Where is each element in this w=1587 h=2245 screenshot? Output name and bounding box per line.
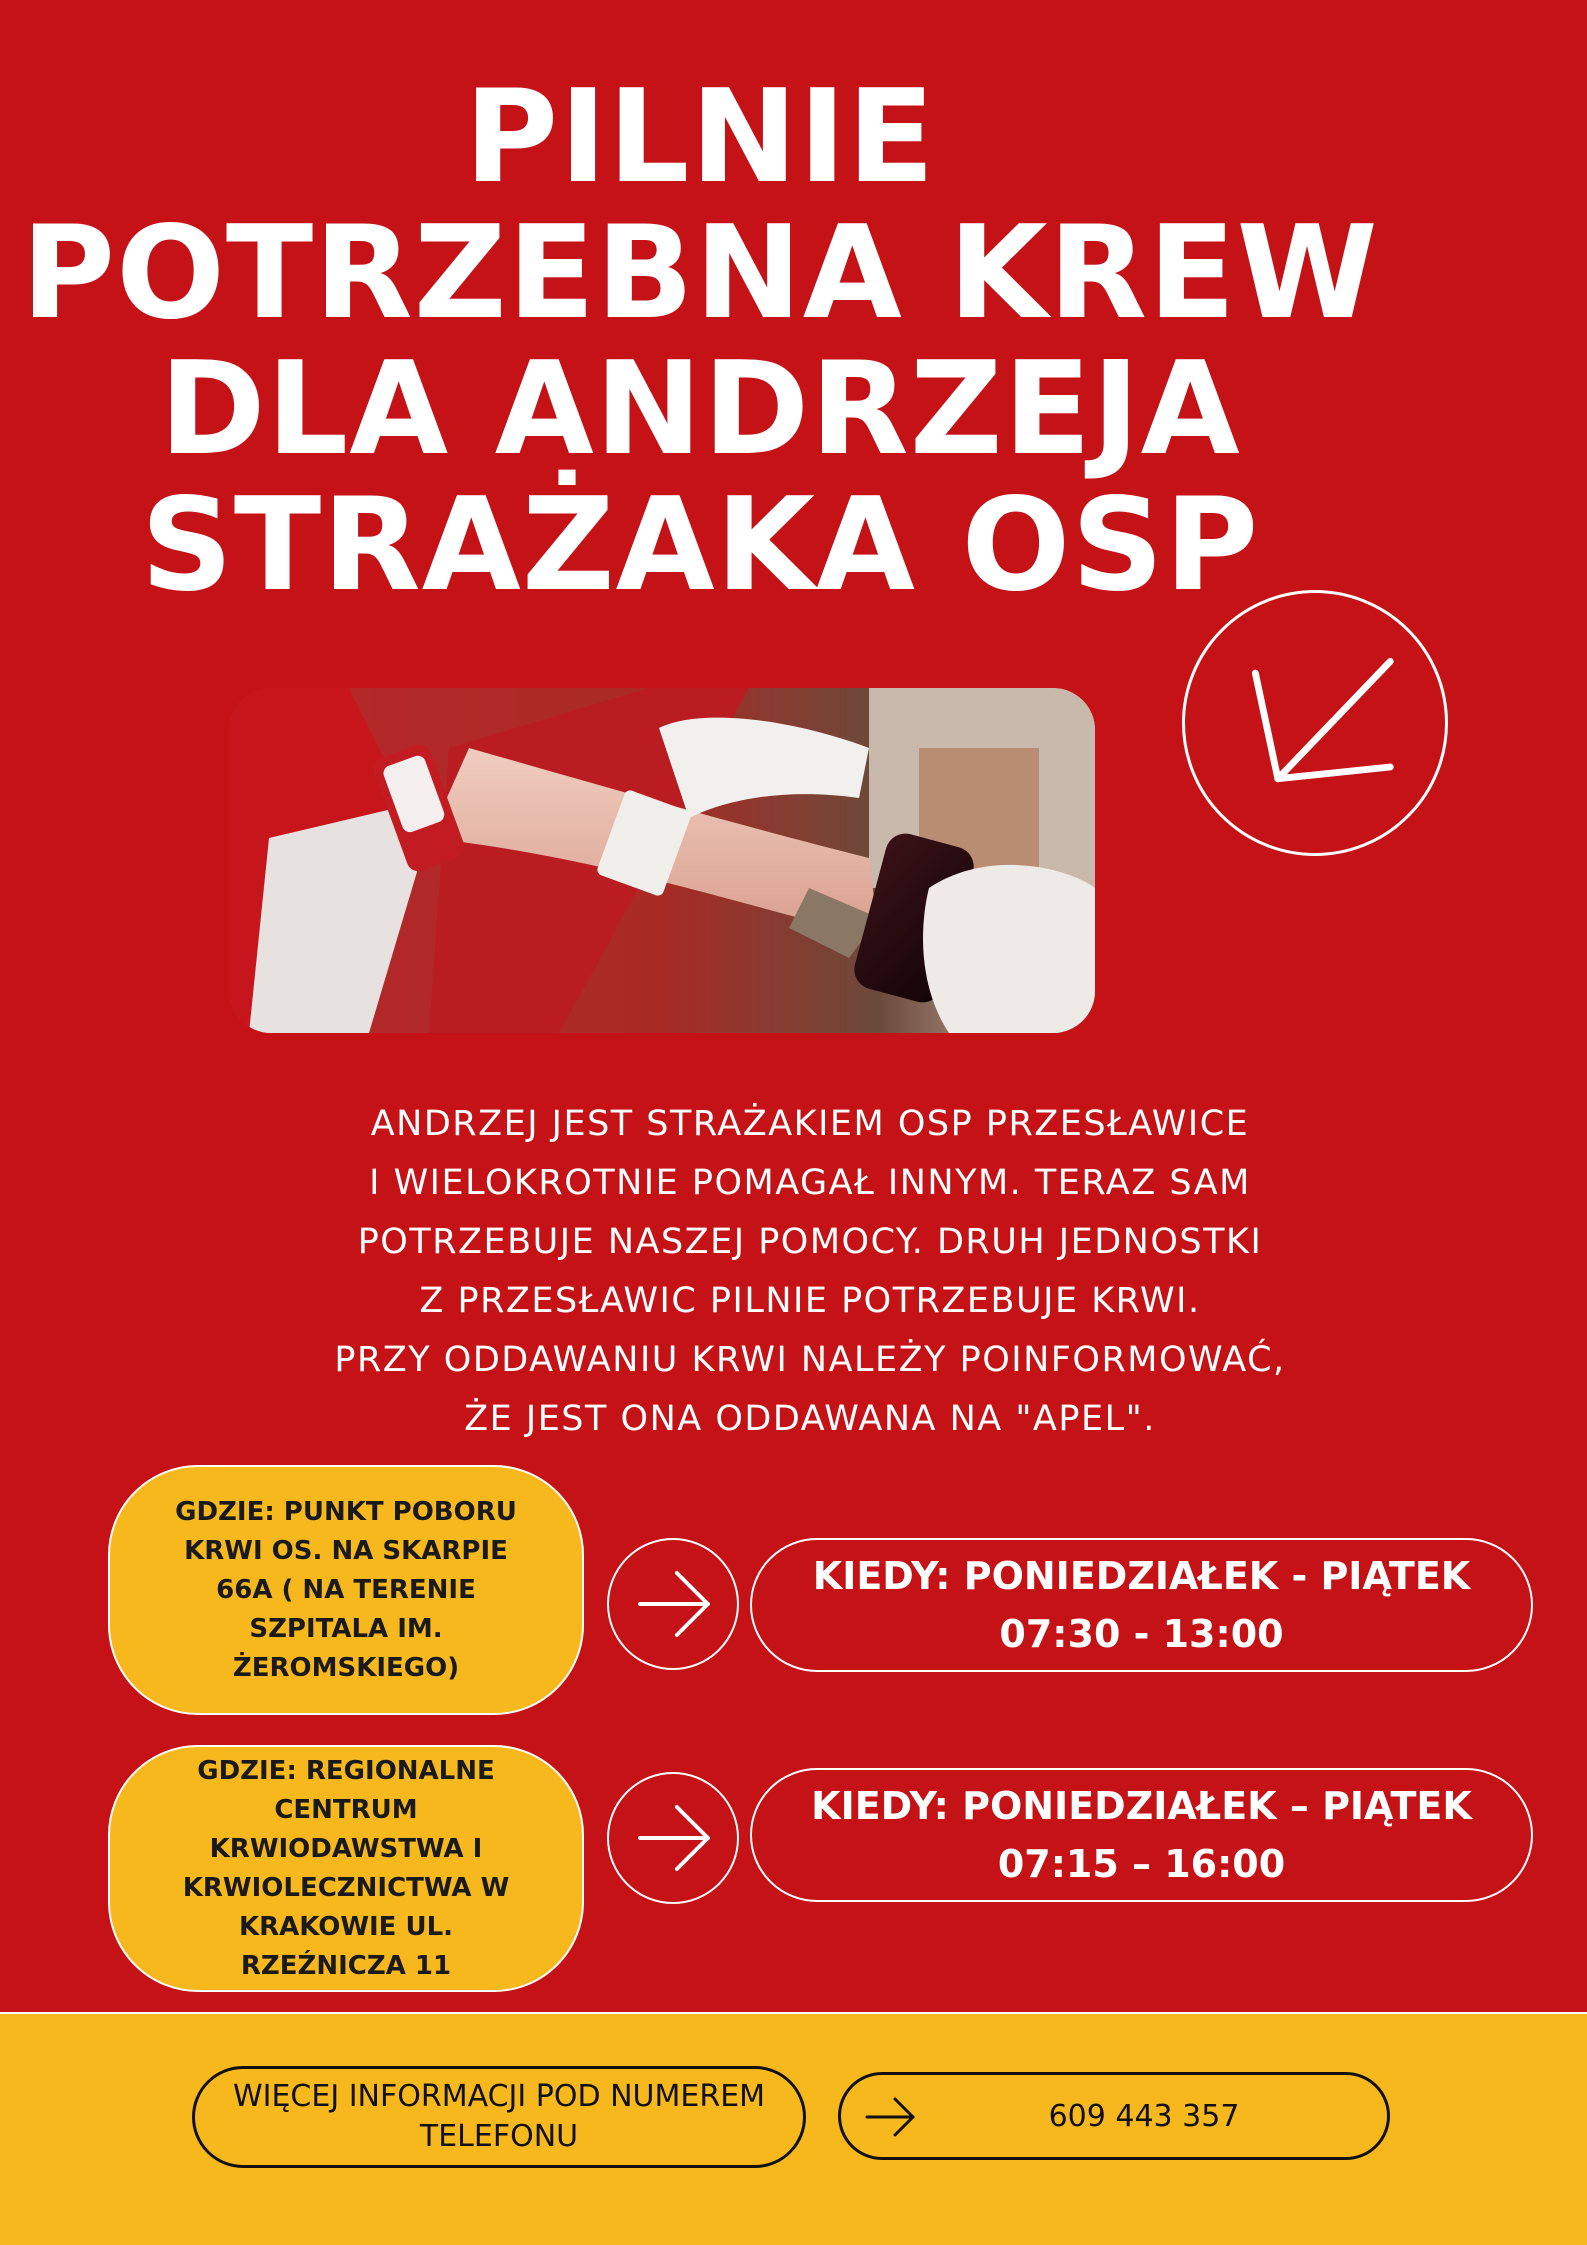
arrow-right-icon [607, 1772, 739, 1904]
location-1-when [750, 1538, 1533, 1672]
location-2-when-hours: 07:15 – 16:00 [997, 1842, 1286, 1886]
description [260, 1095, 1360, 1449]
description-line-3: POTRZEBUJE NASZEJ POMOCY. DRUH JEDNOSTKI [357, 1222, 1263, 1262]
phone-pill[interactable] [838, 2072, 1390, 2160]
description-line-1: ANDRZEJ JEST STRAŻAKIEM OSP PRZESŁAWICE [370, 1104, 1250, 1144]
title-line-2: POTRZEBNA KREW [21, 199, 1379, 348]
down-left-arrow-icon [1182, 590, 1448, 856]
title-line-4: STRAŻAKA OSP [140, 471, 1260, 620]
description-line-6: ŻE JEST ONA ODDAWANA NA "APEL". [464, 1399, 1156, 1439]
title-line-3: DLA ANDRZEJA [159, 335, 1241, 484]
arrow-right-icon [865, 2095, 917, 2139]
location-1-where-text: GDZIE: PUNKT POBORU KRWI OS. NA SKARPIE 66A ( NA TERENIE SZPITALA IM. ŻEROMSKIEGO) [175, 1496, 517, 1683]
arrow-right-icon [607, 1538, 739, 1670]
title-line-1: PILNIE [464, 63, 936, 212]
blood-donation-photo [229, 688, 1095, 1033]
description-line-5: PRZY ODDAWANIU KRWI NALEŻY POINFORMOWAĆ, [334, 1340, 1286, 1380]
location-2-where-text: GDZIE: REGIONALNE CENTRUM KRWIODAWSTWA I KRWIOLECZNICTWA W KRAKOWIE UL. RZEŹNICZA 11 [182, 1755, 510, 1981]
poster-title [0, 63, 1400, 620]
location-2-when [750, 1768, 1533, 1902]
description-line-4: Z PRZESŁAWIC PILNIE POTRZEBUJE KRWI. [419, 1281, 1201, 1321]
more-info-text: WIĘCEJ INFORMACJI POD NUMEREM TELEFONU [232, 2079, 766, 2154]
more-info-pill [192, 2066, 806, 2168]
location-2-where [108, 1745, 584, 1992]
location-1-when-days: KIEDY: PONIEDZIAŁEK - PIĄTEK [812, 1554, 1471, 1598]
phone-number[interactable]: 609 443 357 [1048, 2098, 1240, 2134]
location-1-where [108, 1465, 584, 1715]
footer [0, 2012, 1587, 2245]
location-2-when-days: KIEDY: PONIEDZIAŁEK – PIĄTEK [811, 1784, 1472, 1828]
location-1-when-hours: 07:30 - 13:00 [999, 1612, 1284, 1656]
description-line-2: I WIELOKROTNIE POMAGAŁ INNYM. TERAZ SAM [369, 1163, 1251, 1203]
